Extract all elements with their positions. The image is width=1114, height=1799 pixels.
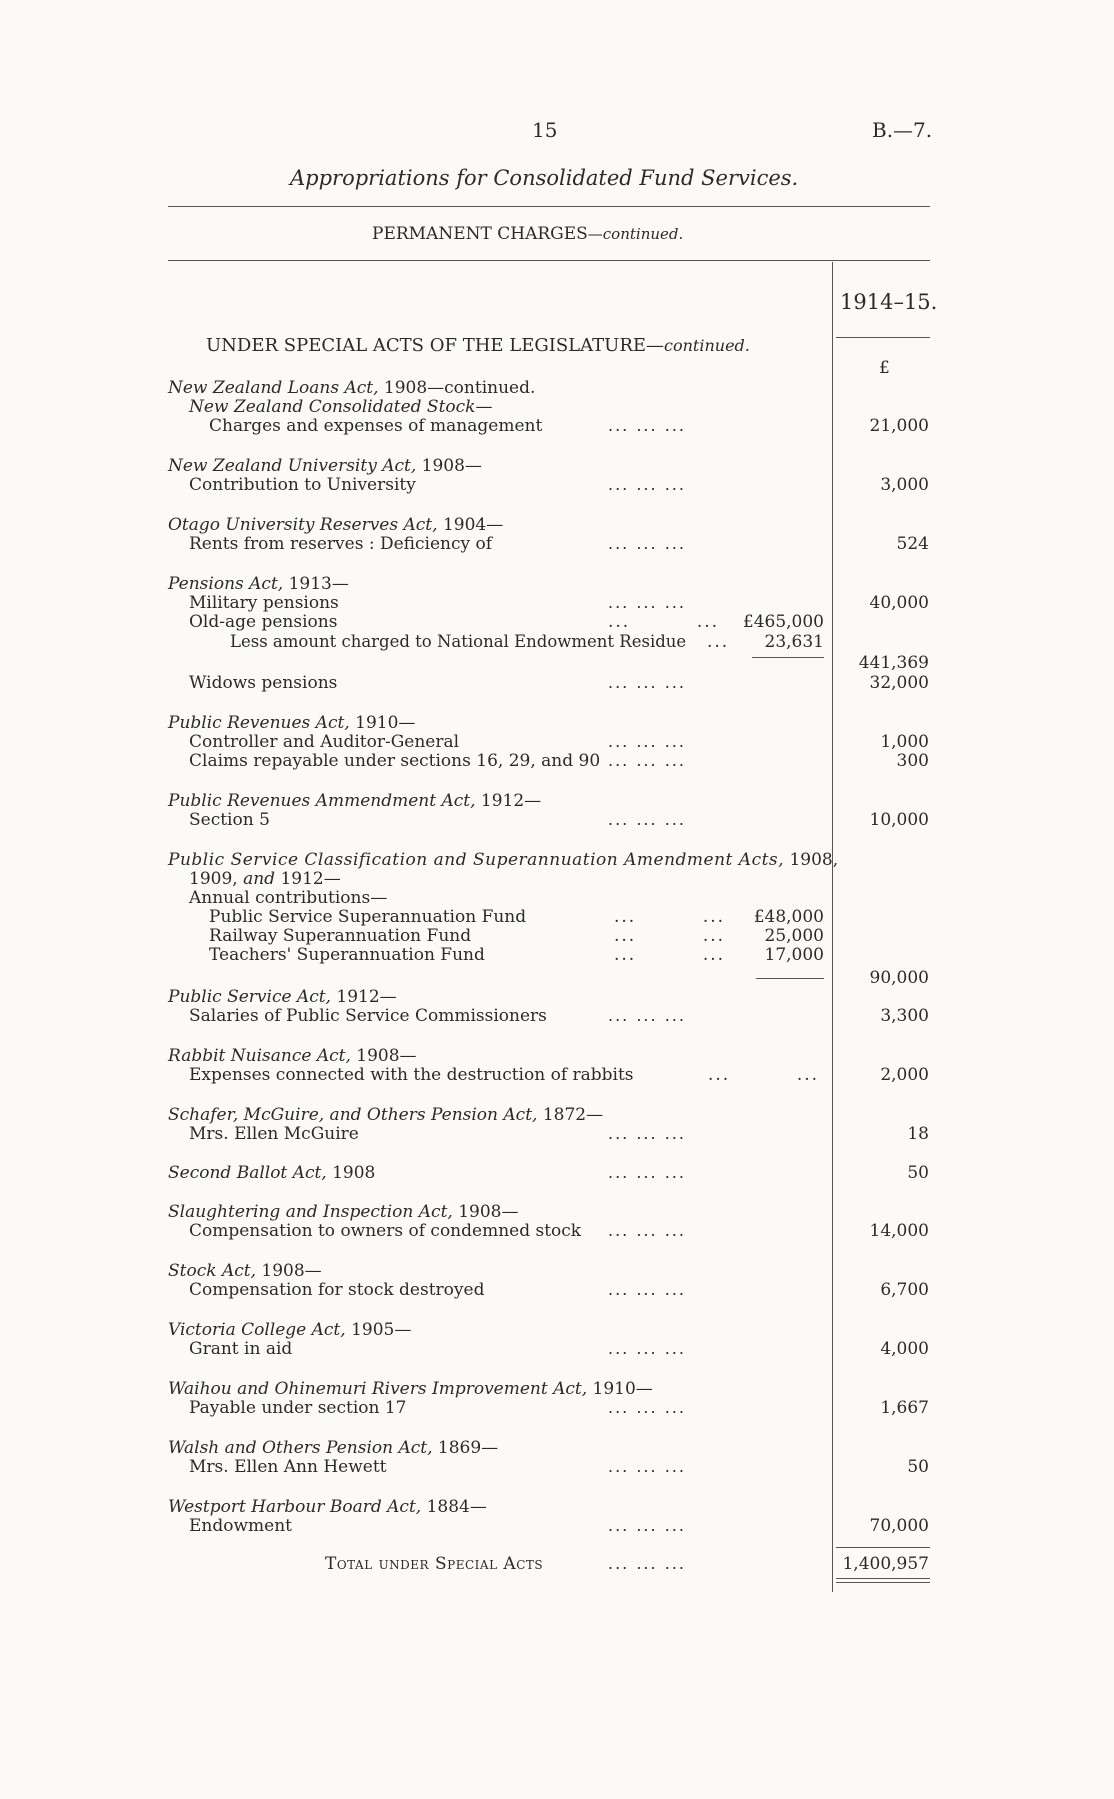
leader-dots-short: ... ... — [608, 612, 720, 632]
leader-dots: ... ... ... — [608, 1163, 686, 1182]
sub-heading — [206, 335, 750, 356]
item-railway-fund: Railway Superannuation Fund — [209, 926, 472, 946]
amount-public-service-fund: £48,000 — [753, 907, 824, 927]
amount-claims-repayable: 300 — [896, 751, 929, 771]
act-year: 1884— — [426, 1497, 487, 1517]
amount-section-5: 10,000 — [869, 810, 929, 830]
act-name: Second Ballot Act, — [168, 1163, 327, 1183]
act-year: 1908— — [261, 1261, 322, 1281]
leader-dots: ... ... ... — [608, 1280, 686, 1299]
act-name: Public Revenues Act, — [168, 713, 350, 733]
amount-rabbit-destruction: 2,000 — [880, 1065, 929, 1085]
act-public-service-classification — [168, 850, 838, 870]
amount-railway-fund: 25,000 — [764, 926, 824, 946]
act-year: 1910— — [355, 713, 416, 733]
item-ellen-mcguire: Mrs. Ellen McGuire — [189, 1124, 359, 1144]
leader-dots: ... ... ... — [608, 1398, 686, 1417]
item-annual-contributions: Annual contributions— — [189, 888, 388, 908]
act-public-revenues — [168, 713, 415, 733]
amount-second-ballot: 50 — [907, 1163, 929, 1183]
total-top-rule — [836, 1547, 930, 1548]
act-year: 1908, — [789, 850, 839, 870]
act-name: New Zealand Loans Act, — [168, 378, 379, 398]
act-year: 1912— — [280, 869, 341, 889]
leader-dots-short: ... ... — [614, 926, 726, 946]
act-name: New Zealand University Act, — [168, 456, 417, 476]
amount-widows-pensions: 32,000 — [869, 673, 929, 693]
act-year: 1912— — [336, 987, 397, 1007]
act-year: 1913— — [288, 574, 349, 594]
act-pensions — [168, 574, 349, 594]
nz-consolidated-stock: New Zealand Consolidated Stock— — [189, 397, 493, 417]
item-ellen-hewett: Mrs. Ellen Ann Hewett — [189, 1457, 387, 1477]
item-public-service-fund: Public Service Superannuation Fund — [209, 907, 527, 927]
item-widows-pensions: Widows pensions — [189, 673, 338, 693]
subtotal-rule — [756, 978, 824, 979]
total-double-rule-2 — [836, 1582, 930, 1583]
amount-superannuation-total: 90,000 — [869, 968, 929, 988]
act-second-ballot — [168, 1163, 375, 1183]
leader-dots: ... ... ... — [608, 1006, 686, 1025]
item-charges-management: Charges and expenses of management — [209, 416, 543, 436]
leader-dots: ... ... ... — [608, 1221, 686, 1240]
leader-dots: ... ... ... — [608, 751, 686, 770]
amount-old-age-net: 441,369 — [858, 653, 929, 673]
act-public-revenues-amendment — [168, 791, 541, 811]
item-teachers-fund: Teachers' Superannuation Fund — [209, 945, 485, 965]
item-controller-auditor: Controller and Auditor-General — [189, 732, 460, 752]
amount-condemned-stock: 14,000 — [869, 1221, 929, 1241]
amount-military-pensions: 40,000 — [869, 593, 929, 613]
amount-charges-management: 21,000 — [869, 416, 929, 436]
amount-ellen-hewett: 50 — [907, 1457, 929, 1477]
amount-ellen-mcguire: 18 — [907, 1124, 929, 1144]
sub-heading-main: UNDER SPECIAL ACTS OF THE LEGISLATURE— — [206, 335, 665, 356]
item-endowment: Endowment — [189, 1516, 292, 1536]
amount-teachers-fund: 17,000 — [764, 945, 824, 965]
item-commissioners-salaries: Salaries of Public Service Commissioners — [189, 1006, 547, 1026]
amount-stock-destroyed: 6,700 — [880, 1280, 929, 1300]
act-year: 1909, — [189, 869, 238, 889]
act-nz-loans — [168, 378, 535, 398]
act-name: Rabbit Nuisance Act, — [168, 1046, 351, 1066]
page-title: Appropriations for Consolidated Fund Services. — [290, 166, 799, 190]
act-waihou-ohinemuri — [168, 1379, 653, 1399]
total-amount: 1,400,957 — [842, 1554, 929, 1574]
act-year: 1908— — [458, 1202, 519, 1222]
act-nz-university — [168, 456, 482, 476]
leader-dots-short: ... ... — [614, 945, 726, 965]
item-claims-repayable: Claims repayable under sections 16, 29, and 90 — [189, 751, 601, 771]
item-condemned-stock: Compensation to owners of condemned stock — [189, 1221, 582, 1241]
item-less-endowment-residue: Less amount charged to National Endowment Residue — [230, 632, 687, 651]
total-double-rule-1 — [836, 1578, 930, 1579]
act-name: Stock Act, — [168, 1261, 256, 1281]
item-rents-reserves: Rents from reserves : Deficiency of — [189, 534, 493, 554]
act-otago-university — [168, 515, 503, 535]
act-and: and — [243, 869, 276, 889]
act-schafer-mcguire — [168, 1105, 603, 1125]
act-westport-harbour — [168, 1497, 487, 1517]
item-grant-in-aid: Grant in aid — [189, 1339, 293, 1359]
act-name: Public Service Act, — [168, 987, 331, 1007]
section-heading — [372, 224, 683, 244]
act-year: 1910— — [592, 1379, 653, 1399]
act-year: 1904— — [442, 515, 504, 535]
act-year: 1908 — [332, 1163, 376, 1183]
leader-dots: ... ... ... — [608, 1457, 686, 1476]
title-rule — [168, 206, 930, 207]
act-name: Otago University Reserves Act, — [168, 515, 438, 535]
amount-controller-auditor: 1,000 — [880, 732, 929, 752]
act-public-service-classification-line2 — [189, 869, 341, 889]
act-year: 1869— — [437, 1438, 499, 1458]
leader-dots: ... ... ... — [608, 475, 686, 494]
item-military-pensions: Military pensions — [189, 593, 339, 613]
act-name: Waihou and Ohinemuri Rivers Improvement Act, — [168, 1379, 588, 1399]
act-year: 1908— — [421, 456, 482, 476]
item-section-5: Section 5 — [189, 810, 270, 830]
item-old-age-pensions: Old-age pensions — [189, 612, 338, 632]
amount-commissioners-salaries: 3,300 — [880, 1006, 929, 1026]
act-year: 1908— — [356, 1046, 417, 1066]
amount-grant-in-aid: 4,000 — [880, 1339, 929, 1359]
leader-dots-tiny: ... — [707, 632, 730, 652]
year-heading: 1914–15. — [840, 290, 938, 314]
leader-dots: ... ... ... — [608, 1124, 686, 1143]
act-rabbit-nuisance — [168, 1046, 417, 1066]
act-name: Public Revenues Ammendment Act, — [168, 791, 476, 811]
leader-dots: ... ... ... — [608, 593, 686, 612]
act-slaughtering-inspection — [168, 1202, 518, 1222]
subtotal-rule — [752, 657, 824, 658]
act-year: 1908—continued. — [383, 378, 536, 398]
amount-less-endowment: 23,631 — [764, 632, 824, 652]
amount-column-rule — [832, 262, 833, 1592]
amount-rents-reserves: 524 — [896, 534, 929, 554]
act-name: Walsh and Others Pension Act, — [168, 1438, 433, 1458]
act-public-service — [168, 987, 397, 1007]
leader-dots: ... ... ... — [608, 1516, 686, 1535]
leader-dots: ... ... ... — [608, 810, 686, 829]
amount-section-17: 1,667 — [880, 1398, 929, 1418]
act-year: 1872— — [542, 1105, 604, 1125]
leader-dots: ... ... ... — [608, 416, 686, 435]
item-section-17: Payable under section 17 — [189, 1398, 407, 1418]
section-heading-main: PERMANENT CHARGES — [372, 224, 588, 244]
act-name: Pensions Act, — [168, 574, 284, 594]
leader-dots: ... ... ... — [608, 673, 686, 692]
leader-dots: ... ... ... — [608, 732, 686, 751]
section-heading-cont: —continued. — [587, 225, 684, 243]
amount-endowment: 70,000 — [869, 1516, 929, 1536]
act-name: Public Service Classification and Superannuation Amendment Acts, — [168, 850, 785, 870]
amount-contribution-university: 3,000 — [880, 475, 929, 495]
leader-dots-short: ... ... — [708, 1065, 820, 1085]
page-number: 15 — [532, 118, 558, 142]
act-name: Westport Harbour Board Act, — [168, 1497, 422, 1517]
act-name: Slaughtering and Inspection Act, — [168, 1202, 453, 1222]
act-year: 1912— — [480, 791, 542, 811]
amount-old-age-gross: £465,000 — [742, 612, 824, 632]
act-name: Victoria College Act, — [168, 1320, 346, 1340]
act-victoria-college — [168, 1320, 411, 1340]
item-rabbit-destruction: Expenses connected with the destruction of rabbits — [189, 1065, 634, 1085]
act-walsh-pension — [168, 1438, 498, 1458]
act-stock — [168, 1261, 322, 1281]
item-contribution-university: Contribution to University — [189, 475, 416, 495]
section-rule — [168, 260, 930, 261]
sub-heading-cont: continued. — [664, 336, 750, 355]
total-label: Total under Special Acts — [325, 1554, 544, 1574]
leader-dots: ... ... ... — [608, 1339, 686, 1358]
act-year: 1905— — [351, 1320, 412, 1340]
currency-symbol: £ — [879, 358, 890, 378]
item-stock-destroyed: Compensation for stock destroyed — [189, 1280, 485, 1300]
act-name: Schafer, McGuire, and Others Pension Act, — [168, 1105, 538, 1125]
leader-dots-short: ... ... — [614, 907, 726, 927]
year-rule — [836, 337, 930, 338]
leader-dots: ... ... ... — [608, 1554, 686, 1573]
document-reference: B.—7. — [872, 118, 933, 142]
leader-dots: ... ... ... — [608, 534, 686, 553]
